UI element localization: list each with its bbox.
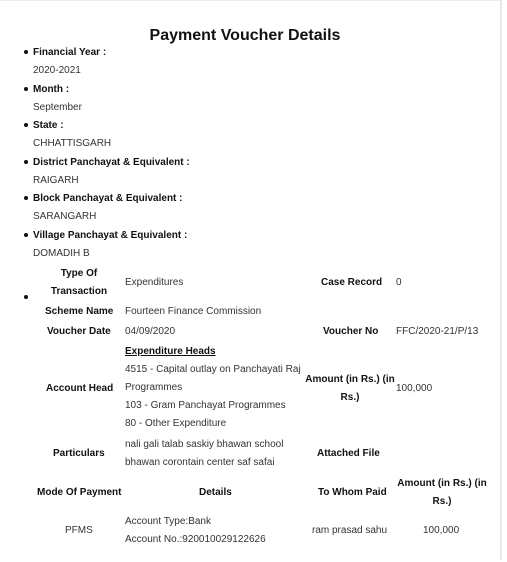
expenditure-heads-heading: Expenditure Heads [125,346,216,357]
mode-of-payment-header: Mode Of Payment [37,487,122,498]
info-label: District Panchayat & Equivalent : [33,156,190,168]
bullet-dot [24,123,28,127]
info-label: Month : [33,83,70,95]
particulars-value [125,436,315,472]
account-head-value [125,361,310,433]
info-item-state [20,117,490,154]
account-head-label: Account Head [46,383,114,394]
info-value: SARANGARH [33,211,97,223]
voucher-no-label: Voucher No [323,326,379,337]
voucher-date-label: Voucher Date [47,326,111,337]
info-value: CHHATTISGARH [33,138,112,150]
voucher-date-value: 04/09/2020 [125,326,176,337]
info-item-month [20,81,490,118]
attached-file-label: Attached File [317,448,380,459]
particulars-line: nali gali talab saskiy bhawan school [125,439,284,450]
info-label: Financial Year : [33,47,107,58]
scheme-name-label: Scheme Name [45,306,114,317]
account-head-line: Programmes [125,382,183,393]
type-of-transaction-label: Type Of Transaction [50,268,108,297]
details-header: Details [199,487,232,498]
info-item-financial-year [20,44,490,81]
to-whom-paid-header: To Whom Paid [318,487,387,498]
info-list [20,44,490,264]
bullet-dot [24,295,28,299]
voucher-no-value: FFC/2020-21/P/13 [396,326,479,337]
info-value: RAIGARH [33,174,79,186]
info-item-village [20,227,490,264]
case-record-value: 0 [396,277,402,288]
bullet-dot [24,50,28,54]
info-item-district [20,154,490,191]
account-head-line: 4515 - Capital outlay on Panchayati Raj [125,364,301,375]
particulars-label: Particulars [53,448,105,459]
info-label: Block Panchayat & Equivalent : [33,193,183,205]
payment-mode-value: PFMS [65,525,93,536]
to-whom-paid-value: ram prasad sahu [312,525,388,536]
bullet-dot [24,160,28,164]
info-value: 2020-2021 [33,65,81,76]
payment-amount-value: 100,000 [423,525,460,536]
type-of-transaction-value: Expenditures [125,277,184,288]
amount-value: 100,000 [396,383,433,394]
payment-details-value: Account Type:Bank Account No.:920010029122626 [125,516,266,545]
account-head-line: 80 - Other Expenditure [125,418,227,429]
amount-label: Amount (in Rs.) (in Rs.) [305,374,395,403]
info-label: State : [33,120,64,132]
info-value: DOMADIH B [33,247,90,259]
info-label: Village Panchayat & Equivalent : [33,229,188,241]
info-value: September [33,101,82,113]
bullet-dot [24,196,28,200]
info-item-block [20,190,490,227]
bullet-dot [24,87,28,91]
scheme-name-value: Fourteen Finance Commission [125,306,262,317]
particulars-line: bhawan corontain center saf safai [125,457,275,468]
payment-amount-header: Amount (in Rs.) (in Rs.) [397,478,487,507]
page-title: Payment Voucher Details [149,27,341,44]
bullet-dot [24,233,28,237]
account-head-line: 103 - Gram Panchayat Programmes [125,400,286,411]
case-record-label: Case Record [321,277,383,288]
